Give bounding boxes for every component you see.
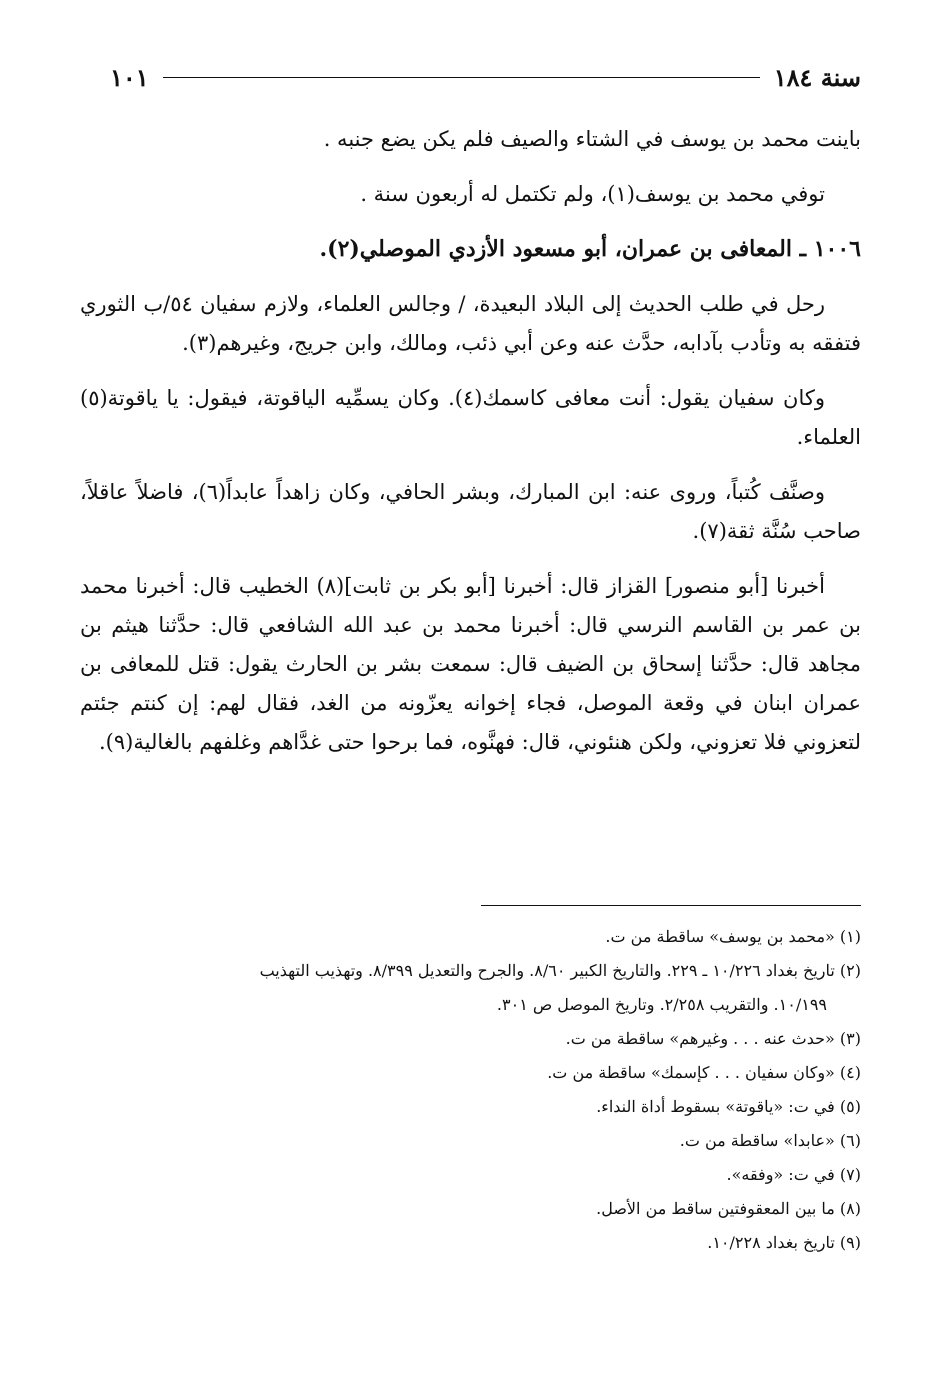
footnote-rule: [481, 905, 861, 906]
footnotes: [80, 920, 861, 1260]
footnote-3: (٣) «حدث عنه . . . وغيرهم» ساقطة من ت.: [565, 1029, 861, 1048]
paragraph-6: أخبرنا [أبو منصور] القزاز قال: أخبرنا [أبو بكر بن ثابت](٨) الخطيب قال: أخبرنا محمد بن عمر بن القاسم النرسي قال: أخبرنا محمد بن عبد الله الشافعي قال: حدَّثنا هيثم بن مجاهد قال: حدَّثنا إسحاق بن الضيف قال: سمعت بشر بن الحارث يقول: قتل للمعافى بن عمران ابنان في وقعة الموصل، فجاء إخوانه يعزّونه من الغد، فقال لهم: إن كنتم جئتم لتعزوني فلا تعزوني، ولكن هنئوني، قال: فهنَّوه، فما برحوا حتى غدَّاهم وغلفهم بالغالية(٩).: [80, 574, 861, 754]
footnote-7: (٧) في ت: «وفقه».: [726, 1165, 861, 1184]
paragraph-3: رحل في طلب الحديث إلى البلاد البعيدة، / وجالس العلماء، ولازم سفيان ٥٤/ب الثوري فتفقه به وتأدب بآدابه، حدَّث عنه وعن أبي ذئب، ومالك، وابن جريج، وغيرهم(٣).: [80, 292, 861, 355]
footnote-6: (٦) «عابدا» ساقطة من ت.: [679, 1131, 861, 1150]
year-label: سنة ١٨٤: [773, 62, 861, 92]
main-text: [80, 120, 861, 778]
footnote-5: (٥) في ت: «ياقوتة» بسقوط أداة النداء.: [596, 1097, 861, 1116]
paragraph-1: باينت محمد بن يوسف في الشتاء والصيف فلم يكن يضع جنبه .: [323, 127, 861, 151]
footnote-2: (٢) تاريخ بغداد ١٠/٢٢٦ ـ ٢٢٩. والتاريخ الكبير ٨/٦٠. والجرح والتعديل ٨/٣٩٩. وتهذيب التهذيب: [259, 961, 861, 980]
header-rule: [163, 77, 760, 78]
footnote-2-continued: ١٠/١٩٩. والتقريب ٢/٢٥٨. وتاريخ الموصل ص ٣٠١.: [496, 995, 827, 1014]
footnote-1: (١) «محمد بن يوسف» ساقطة من ت.: [605, 927, 861, 946]
entry-heading: ١٠٠٦ ـ المعافى بن عمران، أبو مسعود الأزدي الموصلي(٢).: [319, 236, 861, 262]
paragraph-5: وصنَّف كُتباً، وروى عنه: ابن المبارك، وبشر الحافي، وكان زاهداً عابداً(٦)، فاضلاً عاقلاً، صاحب سُنَّة ثقة(٧).: [80, 480, 861, 543]
footnote-4: (٤) «وكان سفيان . . . كإسمك» ساقطة من ت.: [547, 1063, 861, 1082]
footnote-9: (٩) تاريخ بغداد ١٠/٢٢٨.: [707, 1233, 861, 1252]
running-header: [110, 62, 861, 92]
footnote-8: (٨) ما بين المعقوفتين ساقط من الأصل.: [596, 1199, 861, 1218]
paragraph-2: توفي محمد بن يوسف(١)، ولم تكتمل له أربعون سنة .: [360, 182, 825, 206]
paragraph-4: وكان سفيان يقول: أنت معافى كاسمك(٤). وكان يسمِّيه الياقوتة، فيقول: يا ياقوتة(٥) العلماء.: [80, 386, 861, 449]
page-number: ١٠١: [110, 62, 149, 92]
